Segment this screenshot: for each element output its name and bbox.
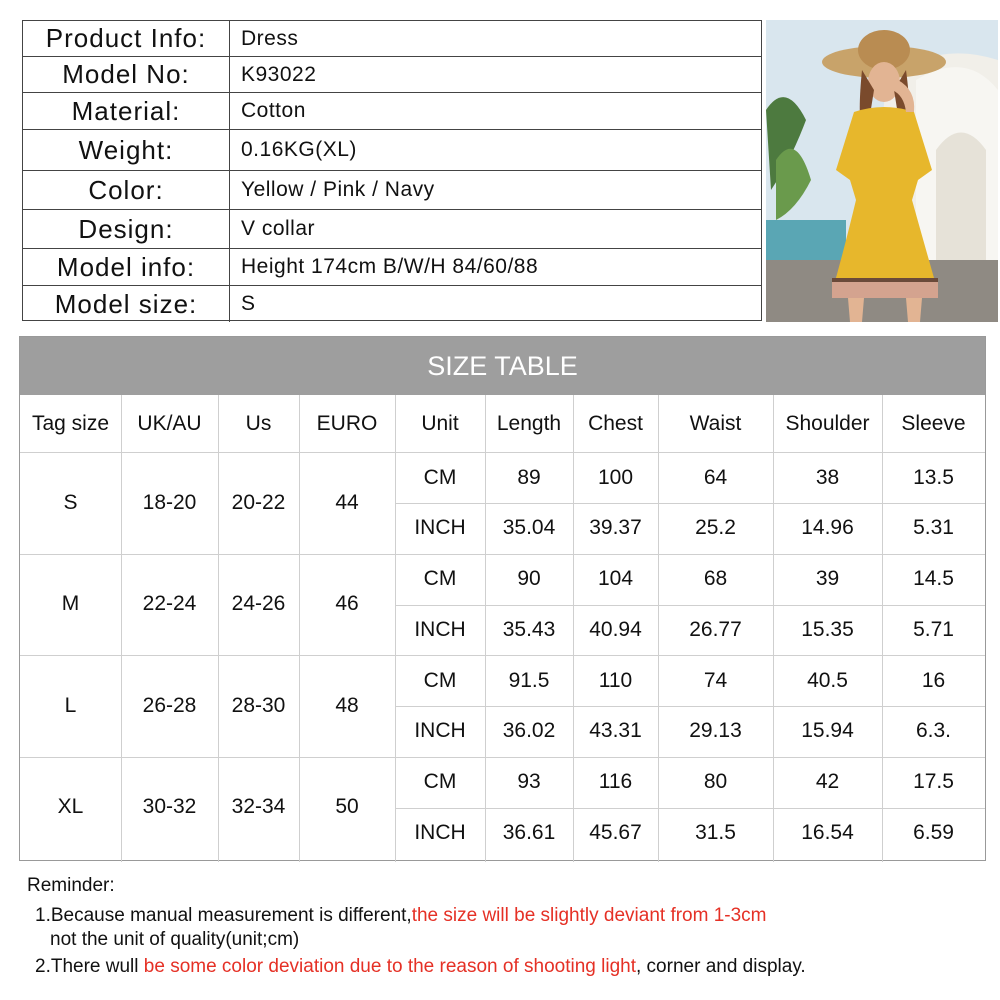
cm-value-cell: 17.5	[913, 770, 954, 793]
inch-value-cell: 6.3.	[915, 719, 952, 743]
info-label: Design:	[23, 210, 230, 248]
inch-value-cell: INCH	[414, 617, 466, 641]
reminder-line-3-highlight: be some color deviation due to the reason of shooting light	[143, 956, 636, 977]
cm-value-cell: 38	[815, 465, 840, 489]
info-label: Model info:	[23, 249, 230, 285]
cm-value-cell: 74	[703, 668, 728, 692]
inch-value-cell: 35.43	[502, 617, 556, 641]
inch-value-cell: 35.04	[502, 516, 556, 540]
cm-value-cell: CM	[423, 770, 457, 793]
column-header: Length	[496, 411, 562, 435]
row-divider	[395, 808, 985, 809]
column-header: Unit	[421, 411, 459, 435]
tag-size-cell: M	[61, 592, 80, 616]
euro-cell: 46	[335, 592, 359, 616]
inch-value-cell: 6.59	[913, 820, 954, 844]
inch-value-cell: 43.31	[589, 719, 642, 743]
inch-value-cell: 36.61	[502, 820, 556, 844]
info-value: Yellow / Pink / Navy	[241, 178, 435, 201]
inch-value-cell: 16.54	[801, 820, 854, 844]
model-photo-illustration	[766, 20, 998, 322]
row-divider	[395, 503, 985, 504]
product-info-table	[22, 20, 762, 321]
info-label: Weight:	[23, 130, 230, 170]
reminder-line-1-highlight: the size will be slightly deviant from 1-3cm	[411, 905, 767, 926]
inch-value-cell: 26.77	[689, 617, 742, 641]
euro-cell: 48	[335, 693, 359, 717]
reminder-title: Reminder:	[27, 875, 115, 896]
cm-value-cell: 13.5	[913, 465, 954, 489]
inch-value-cell: 45.67	[589, 820, 642, 844]
cm-value-cell: 104	[597, 567, 634, 590]
column-header: Us	[245, 411, 272, 435]
tag-size-cell: S	[63, 490, 78, 514]
inch-value-cell: 5.71	[913, 617, 954, 641]
cm-value-cell: 16	[921, 668, 946, 692]
info-row	[23, 286, 761, 322]
inch-value-cell: INCH	[414, 516, 466, 540]
reminder-line-1	[35, 905, 767, 927]
column-header: Shoulder	[785, 411, 870, 435]
cm-value-cell: 14.5	[913, 567, 954, 590]
info-label: Model No:	[23, 57, 230, 92]
column-header: Sleeve	[901, 411, 966, 435]
info-row	[23, 93, 761, 130]
cm-value-cell: CM	[423, 567, 457, 590]
cm-value-cell: 42	[815, 770, 840, 793]
cm-value-cell: 116	[598, 770, 633, 793]
inch-value-cell: 15.94	[801, 719, 854, 743]
info-row	[23, 210, 761, 249]
reminder-line-3	[35, 956, 806, 978]
uk-au-cell: 22-24	[142, 592, 197, 616]
info-value: Dress	[241, 26, 299, 50]
column-header: Waist	[689, 411, 742, 435]
cm-value-cell: 91.5	[508, 668, 550, 692]
reminder-line-3-text-b: , corner and display.	[636, 956, 806, 977]
inch-value-cell: 5.31	[913, 516, 954, 540]
us-cell: 20-22	[231, 490, 286, 514]
cm-value-cell: 100	[597, 465, 634, 489]
model-photo	[766, 20, 998, 322]
info-value: Cotton	[241, 99, 306, 122]
column-header: UK/AU	[137, 411, 202, 435]
inch-value-cell: 14.96	[801, 516, 854, 540]
euro-cell: 50	[335, 795, 359, 819]
info-row	[23, 249, 761, 286]
tag-size-cell: XL	[57, 795, 84, 819]
uk-au-cell: 18-20	[142, 490, 197, 514]
info-row	[23, 21, 761, 57]
uk-au-cell: 30-32	[142, 795, 197, 819]
inch-value-cell: 15.35	[801, 617, 854, 641]
uk-au-cell: 26-28	[142, 693, 197, 717]
size-table	[19, 336, 986, 861]
inch-value-cell: 39.37	[589, 516, 642, 540]
inch-value-cell: 31.5	[695, 820, 736, 844]
cm-value-cell: 93	[517, 770, 541, 793]
info-row	[23, 57, 761, 93]
us-cell: 24-26	[231, 592, 286, 616]
inch-value-cell: INCH	[414, 719, 466, 743]
info-value: 0.16KG(XL)	[241, 138, 357, 161]
tag-size-cell: L	[64, 693, 77, 717]
row-divider	[395, 706, 985, 707]
cm-value-cell: 90	[517, 567, 541, 590]
cm-value-cell: 110	[598, 668, 633, 692]
info-row	[23, 171, 761, 210]
cm-value-cell: 39	[815, 567, 840, 590]
cm-value-cell: CM	[423, 465, 457, 489]
reminder-line-2: not the unit of quality(unit;cm)	[50, 929, 300, 950]
info-value: S	[241, 292, 256, 315]
column-header: EURO	[316, 411, 378, 435]
info-label: Color:	[23, 171, 230, 209]
cm-value-cell: 68	[703, 567, 728, 590]
info-label: Product Info:	[23, 21, 230, 56]
euro-cell: 44	[335, 490, 359, 514]
cm-value-cell: CM	[423, 668, 457, 692]
size-table-title: SIZE TABLE	[20, 337, 985, 395]
info-value: K93022	[241, 62, 317, 86]
info-label: Model size:	[23, 286, 230, 322]
us-cell: 32-34	[231, 795, 286, 819]
column-header: Tag size	[31, 411, 110, 435]
info-label: Material:	[23, 93, 230, 129]
column-header: Chest	[588, 411, 643, 435]
inch-value-cell: INCH	[414, 820, 466, 844]
cm-value-cell: 89	[517, 465, 541, 489]
info-value: Height 174cm B/W/H 84/60/88	[241, 255, 539, 278]
row-divider	[395, 605, 985, 606]
cm-value-cell: 80	[703, 770, 728, 793]
inch-value-cell: 40.94	[589, 617, 642, 641]
info-value: V collar	[241, 217, 316, 240]
cm-value-cell: 64	[703, 465, 728, 489]
inch-value-cell: 29.13	[689, 719, 742, 743]
us-cell: 28-30	[231, 693, 286, 717]
reminder-line-1-text: 1.Because manual measurement is different,	[35, 905, 412, 926]
reminder-line-3-text-a: 2.There wull	[35, 956, 144, 977]
inch-value-cell: 25.2	[695, 516, 736, 540]
info-row	[23, 130, 761, 171]
cm-value-cell: 40.5	[807, 668, 848, 692]
inch-value-cell: 36.02	[502, 719, 556, 743]
